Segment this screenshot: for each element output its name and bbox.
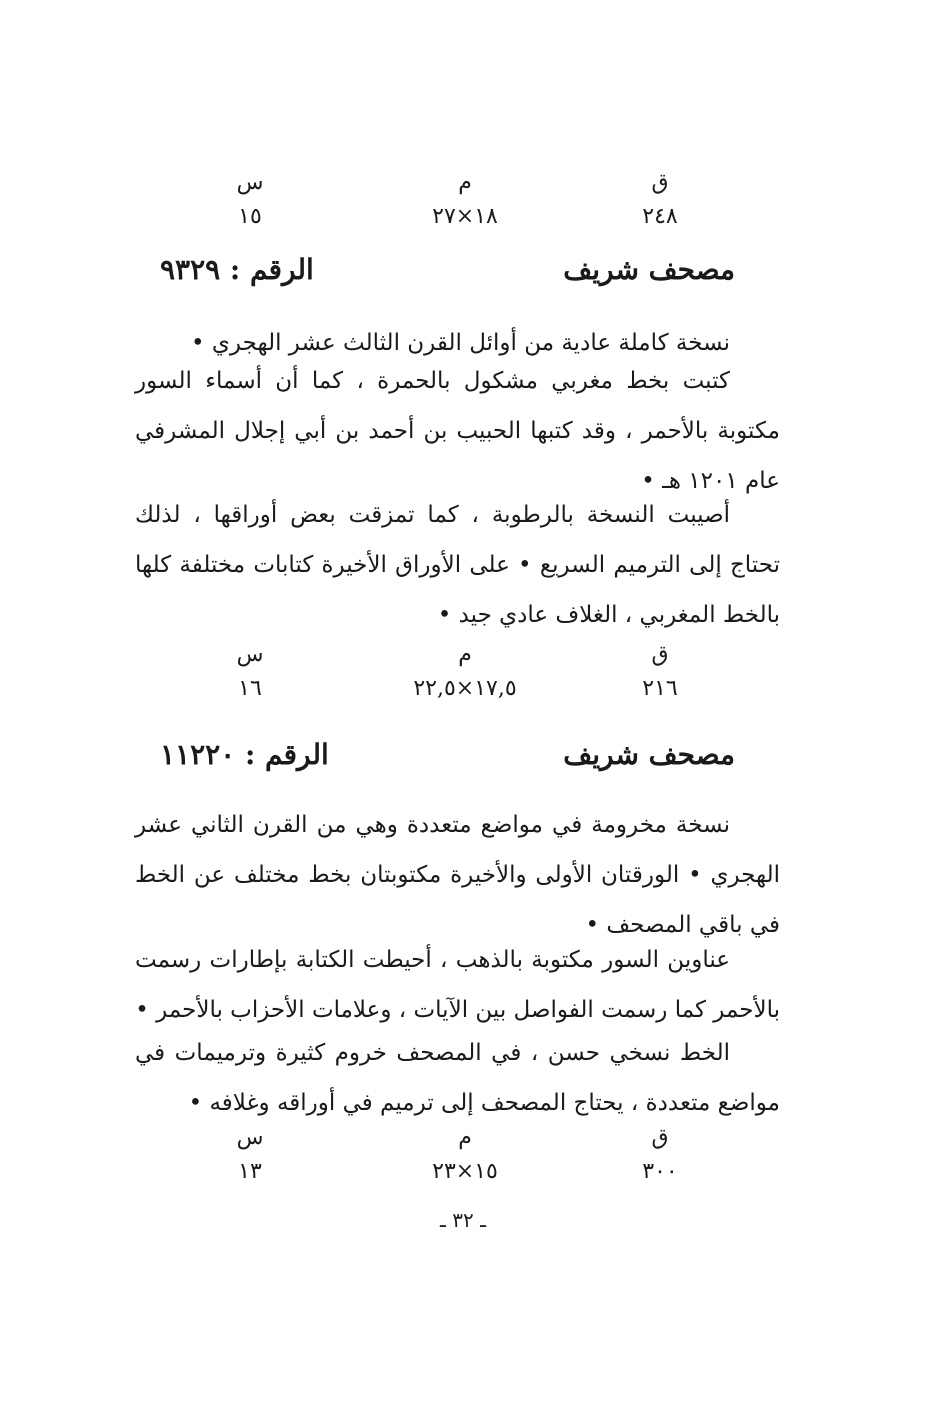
lines-value: ١٦ — [238, 676, 262, 701]
lines-value: ١٥ — [238, 204, 262, 229]
pages-value: ٢١٦ — [642, 676, 678, 701]
pages-column — [580, 640, 740, 704]
lines-value: ١٣ — [238, 1159, 262, 1184]
lines-column — [170, 168, 330, 232]
pages-label: ق — [651, 170, 669, 195]
pages-column — [580, 1123, 740, 1187]
size-value: ١٧,٥×٢٢,٥ — [413, 676, 517, 701]
entry-1-paragraph-1: نسخة كاملة عادية من أوائل القرن الثالث عشر الهجري • — [191, 330, 730, 356]
size-column — [385, 1123, 545, 1187]
entry-number: الرقم : ١١٢٢٠ — [160, 738, 329, 771]
entry-2-paragraph-2: عناوين السور مكتوبة بالذهب ، أحيطت الكتابة بإطارات رسمت بالأحمر كما رسمت الفواصل بين الآيات ، وعلامات الأحزاب بالأحمر • — [135, 947, 780, 1023]
dimensions-table-3 — [170, 1123, 760, 1193]
entry-number: الرقم : ٩٣٢٩ — [160, 253, 314, 286]
lines-column — [170, 640, 330, 704]
entry-2-paragraph-3: الخط نسخي حسن ، في المصحف خروم كثيرة وترميمات في مواضع متعددة ، يحتاج المصحف إلى ترميم في أوراقه وغلافه • — [135, 1040, 780, 1116]
pages-value: ٢٤٨ — [642, 204, 678, 229]
pages-column — [580, 168, 740, 232]
page-number: ـ ٣٢ ـ — [440, 1208, 486, 1232]
size-value: ١٨×٢٧ — [432, 204, 498, 229]
pages-label: ق — [651, 642, 669, 667]
entry-title: مصحف شريف — [563, 738, 735, 771]
entry-title: مصحف شريف — [563, 253, 735, 286]
lines-label: س — [236, 642, 264, 667]
entry-heading-1 — [150, 250, 735, 290]
lines-label: س — [236, 170, 264, 195]
entry-1-paragraph-3: أصيبت النسخة بالرطوبة ، كما تمزقت بعض أوراقها ، لذلك تحتاج إلى الترميم السريع • على الأوراق الأخيرة كتابات مختلفة كلها بالخط المغربي ، الغلاف عادي جيد • — [135, 502, 780, 628]
size-label: م — [458, 1125, 472, 1150]
size-value: ١٥×٢٣ — [432, 1159, 498, 1184]
lines-label: س — [236, 1125, 264, 1150]
pages-value: ٣٠٠ — [642, 1159, 678, 1184]
entry-heading-2 — [150, 735, 735, 775]
dimensions-table-2 — [170, 640, 760, 710]
lines-column — [170, 1123, 330, 1187]
size-column — [385, 640, 545, 704]
entry-1-paragraph-2: كتبت بخط مغربي مشكول بالحمرة ، كما أن أسماء السور مكتوبة بالأحمر ، وقد كتبها الحبيب بن أحمد بن أبي إجلال المشرفي عام ١٢٠١ هـ • — [135, 368, 780, 494]
size-label: م — [458, 170, 472, 195]
pages-label: ق — [651, 1125, 669, 1150]
dimensions-table-1 — [170, 168, 760, 238]
size-label: م — [458, 642, 472, 667]
entry-2-paragraph-1: نسخة مخرومة في مواضع متعددة وهي من القرن الثاني عشر الهجري • الورقتان الأولى والأخيرة مكتوبتان بخط مختلف عن الخط في باقي المصحف • — [135, 812, 780, 938]
size-column — [385, 168, 545, 232]
